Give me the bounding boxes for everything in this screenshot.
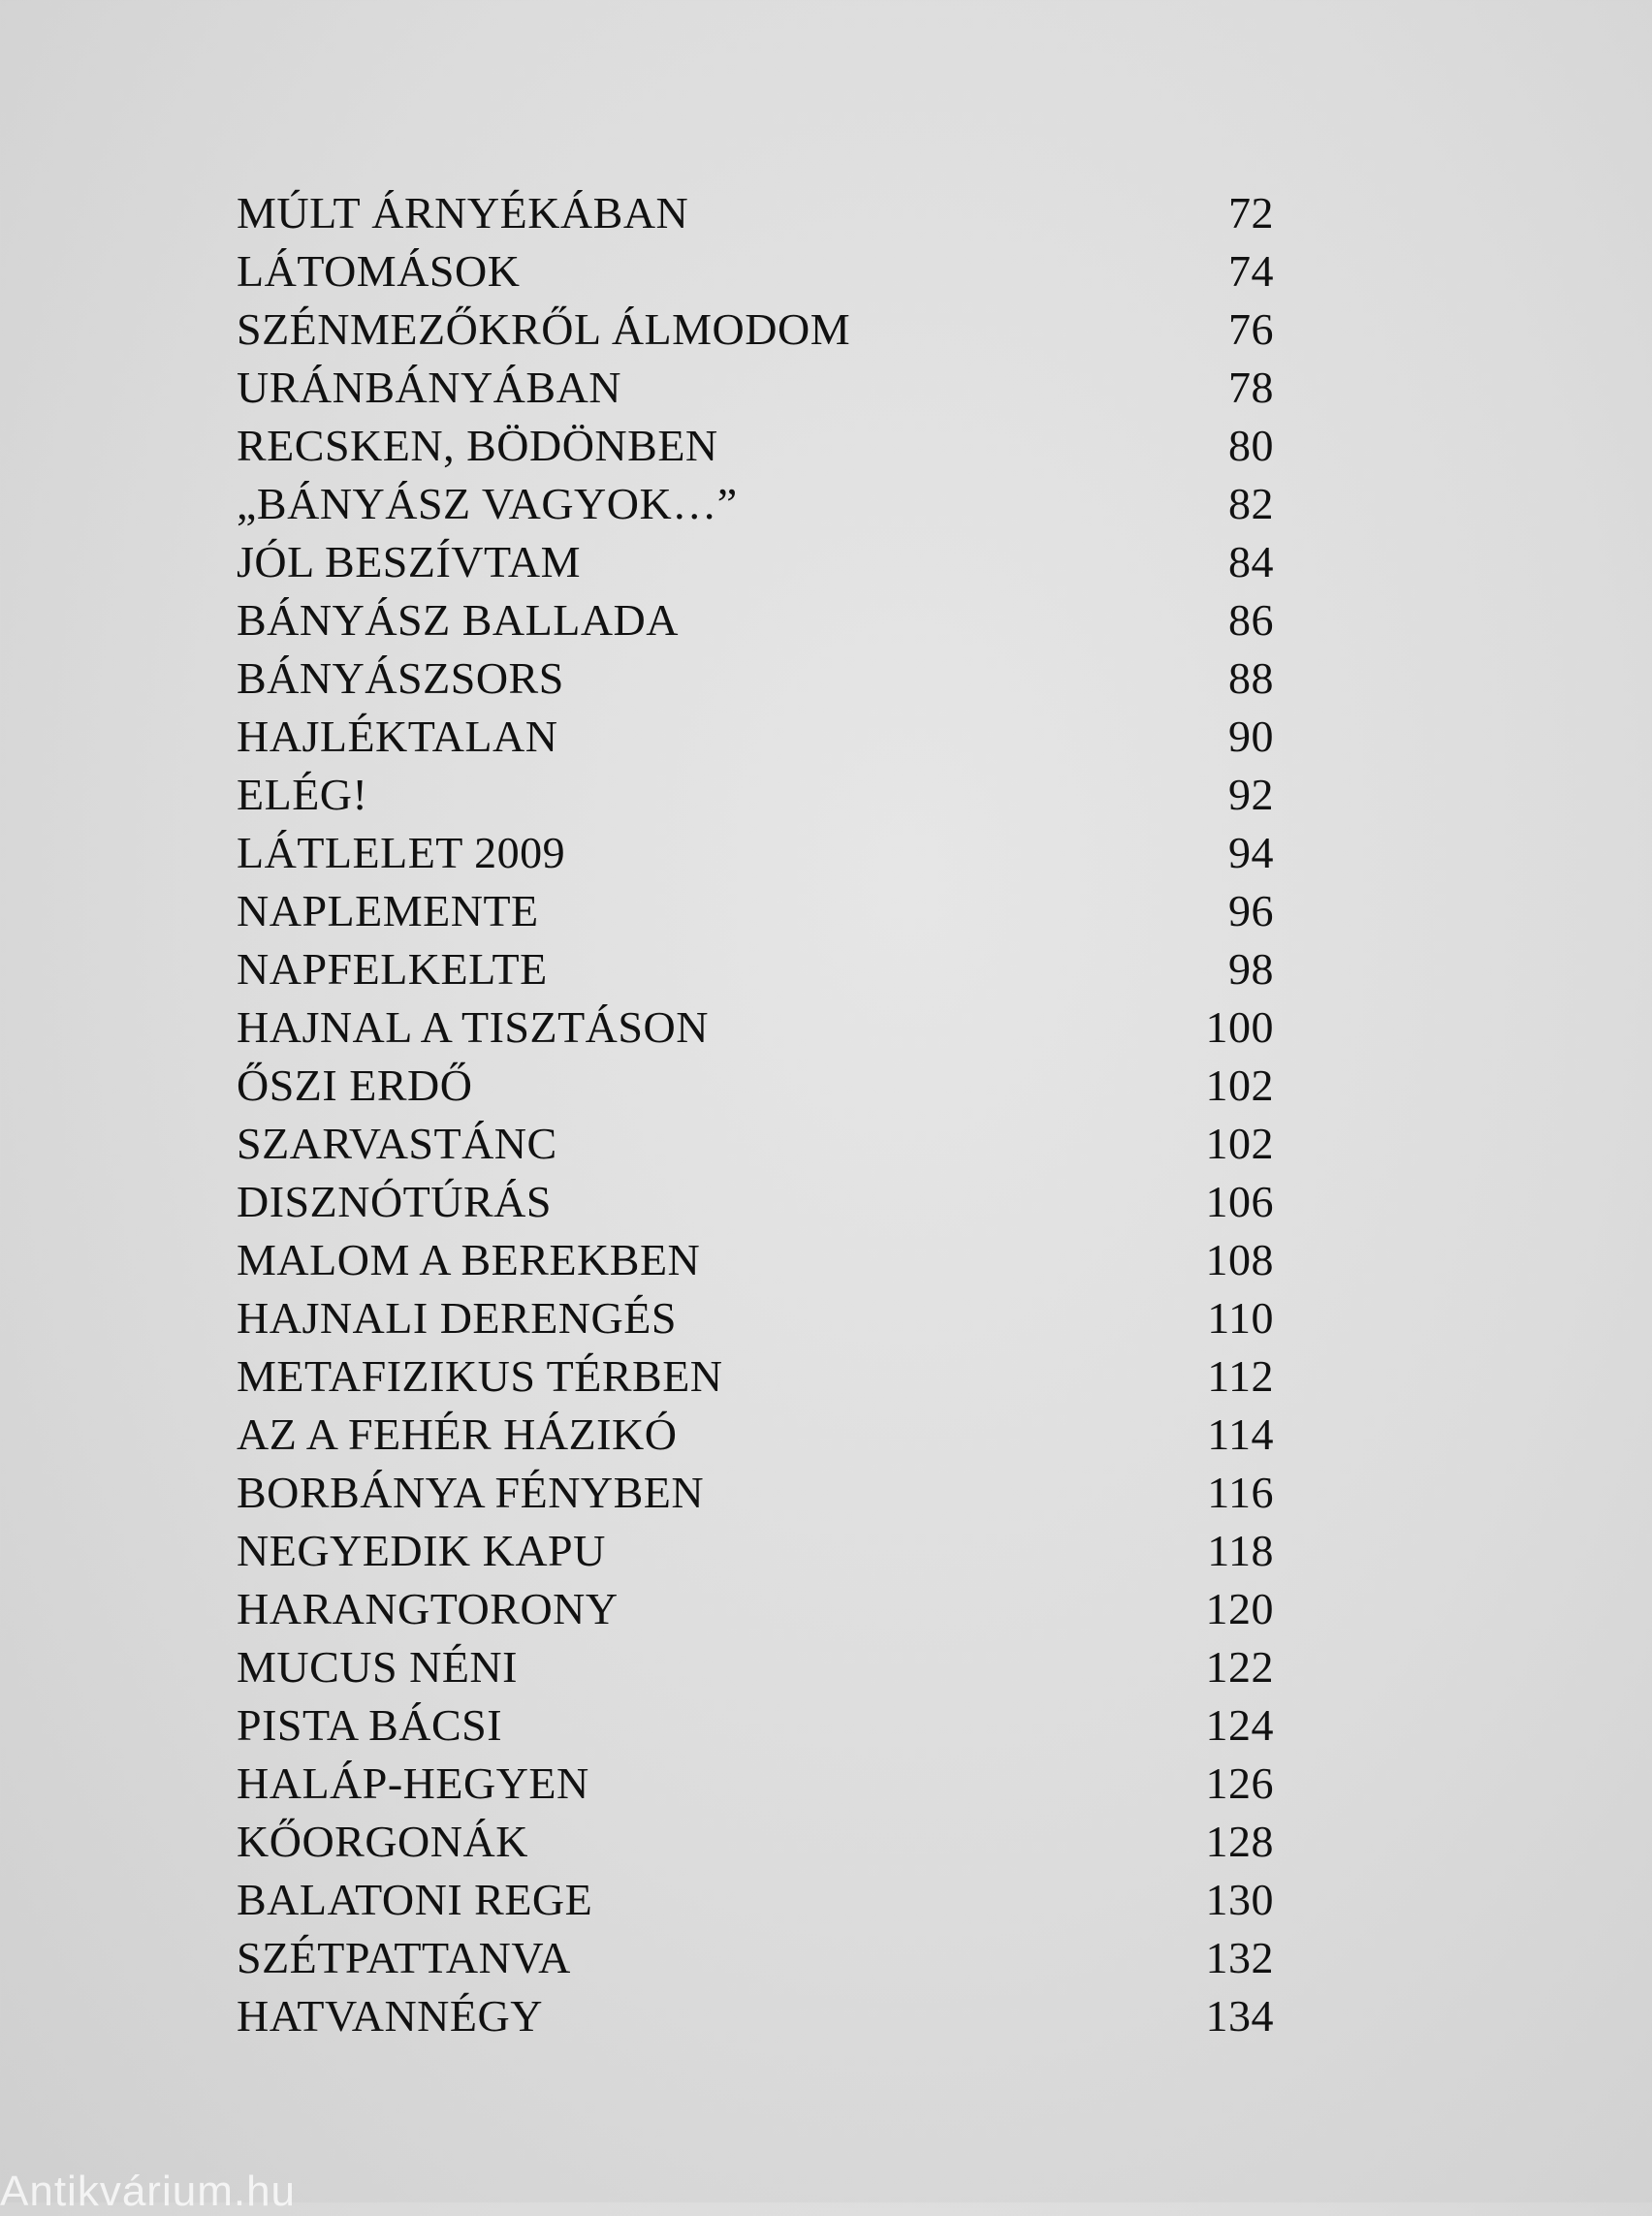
toc-entry-page-number: 118 xyxy=(1207,1526,1274,1575)
toc-entry-title: HATVANNÉGY xyxy=(237,1991,543,2041)
toc-entry-page-number: 132 xyxy=(1205,1933,1274,1982)
toc-entry-title: MALOM A BEREKBEN xyxy=(237,1235,701,1284)
toc-entry-title: SZARVASTÁNC xyxy=(237,1119,557,1168)
toc-entry-page-number: 130 xyxy=(1205,1875,1274,1924)
toc-entry-page-number: 86 xyxy=(1228,595,1274,645)
toc-entry-page-number: 102 xyxy=(1205,1119,1274,1168)
toc-entry xyxy=(237,417,1274,475)
toc-entry xyxy=(237,1580,1274,1638)
toc-entry-title: BALATONI REGE xyxy=(237,1875,593,1924)
toc-entry xyxy=(237,882,1274,940)
toc-entry xyxy=(237,475,1274,533)
toc-entry-page-number: 122 xyxy=(1205,1642,1274,1692)
toc-entry-page-number: 96 xyxy=(1228,886,1274,935)
toc-entry-title: AZ A FEHÉR HÁZIKÓ xyxy=(237,1409,678,1459)
toc-entry-page-number: 116 xyxy=(1207,1468,1274,1517)
toc-entry-page-number: 108 xyxy=(1205,1235,1274,1284)
toc-entry xyxy=(237,184,1274,242)
toc-entry-page-number: 94 xyxy=(1228,828,1274,877)
toc-entry-page-number: 112 xyxy=(1207,1351,1274,1401)
toc-entry-title: „BÁNYÁSZ VAGYOK…” xyxy=(237,479,738,528)
toc-entry-page-number: 102 xyxy=(1205,1061,1274,1110)
toc-entry-title: MÚLT ÁRNYÉKÁBAN xyxy=(237,188,689,237)
toc-entry-title: SZÉTPATTANVA xyxy=(237,1933,571,1982)
toc-entry-title: PISTA BÁCSI xyxy=(237,1700,503,1750)
toc-entry xyxy=(237,1871,1274,1929)
toc-entry xyxy=(237,533,1274,591)
toc-entry-title: METAFIZIKUS TÉRBEN xyxy=(237,1351,723,1401)
table-of-contents xyxy=(237,184,1274,2045)
toc-entry-page-number: 124 xyxy=(1205,1700,1274,1750)
toc-entry-page-number: 98 xyxy=(1228,944,1274,994)
toc-entry-title: BÁNYÁSZSORS xyxy=(237,653,564,703)
toc-entry xyxy=(237,1289,1274,1347)
toc-entry xyxy=(237,940,1274,998)
toc-entry-title: HAJNALI DERENGÉS xyxy=(237,1293,677,1343)
toc-entry-page-number: 76 xyxy=(1228,304,1274,354)
toc-entry-page-number: 106 xyxy=(1205,1177,1274,1226)
toc-entry xyxy=(237,1347,1274,1406)
toc-entry-title: MUCUS NÉNI xyxy=(237,1642,518,1692)
toc-entry xyxy=(237,708,1274,766)
toc-entry-title: DISZNÓTÚRÁS xyxy=(237,1177,552,1226)
toc-entry-title: ELÉG! xyxy=(237,770,368,819)
toc-entry xyxy=(237,1755,1274,1813)
toc-entry-title: ŐSZI ERDŐ xyxy=(237,1061,473,1110)
toc-entry xyxy=(237,1231,1274,1289)
toc-entry-title: BORBÁNYA FÉNYBEN xyxy=(237,1468,705,1517)
toc-entry xyxy=(237,766,1274,824)
toc-entry-page-number: 90 xyxy=(1228,712,1274,761)
toc-entry xyxy=(237,359,1274,417)
toc-entry-title: SZÉNMEZŐKRŐL ÁLMODOM xyxy=(237,304,851,354)
toc-entry-title: HALÁP-HEGYEN xyxy=(237,1758,589,1808)
toc-entry xyxy=(237,1638,1274,1696)
toc-entry-title: RECSKEN, BÖDÖNBEN xyxy=(237,421,718,470)
toc-entry-page-number: 110 xyxy=(1207,1293,1274,1343)
toc-entry xyxy=(237,1929,1274,1987)
toc-entry xyxy=(237,242,1274,301)
toc-entry-page-number: 100 xyxy=(1205,1002,1274,1052)
toc-entry-title: URÁNBÁNYÁBAN xyxy=(237,363,622,412)
toc-entry-title: KŐORGONÁK xyxy=(237,1817,528,1866)
toc-entry xyxy=(237,1522,1274,1580)
toc-entry xyxy=(237,1813,1274,1871)
toc-entry xyxy=(237,998,1274,1057)
toc-entry-page-number: 74 xyxy=(1228,246,1274,296)
toc-entry-title: NEGYEDIK KAPU xyxy=(237,1526,606,1575)
toc-entry-page-number: 126 xyxy=(1205,1758,1274,1808)
toc-entry-page-number: 80 xyxy=(1228,421,1274,470)
toc-entry-page-number: 92 xyxy=(1228,770,1274,819)
toc-entry-title: BÁNYÁSZ BALLADA xyxy=(237,595,679,645)
watermark: Antikvárium.hu xyxy=(0,2168,297,2215)
toc-entry-title: LÁTOMÁSOK xyxy=(237,246,521,296)
toc-entry-title: NAPLEMENTE xyxy=(237,886,539,935)
toc-entry xyxy=(237,1406,1274,1464)
toc-entry-title: JÓL BESZÍVTAM xyxy=(237,537,582,586)
toc-entry xyxy=(237,1173,1274,1231)
toc-entry-page-number: 88 xyxy=(1228,653,1274,703)
toc-entry xyxy=(237,1696,1274,1755)
toc-entry-title: LÁTLELET 2009 xyxy=(237,828,566,877)
toc-entry xyxy=(237,1464,1274,1522)
toc-entry xyxy=(237,649,1274,708)
toc-entry-page-number: 84 xyxy=(1228,537,1274,586)
toc-entry-title: HAJLÉKTALAN xyxy=(237,712,558,761)
toc-entry-page-number: 82 xyxy=(1228,479,1274,528)
toc-entry-title: NAPFELKELTE xyxy=(237,944,548,994)
toc-entry xyxy=(237,301,1274,359)
toc-entry-page-number: 114 xyxy=(1207,1409,1274,1459)
toc-entry xyxy=(237,1057,1274,1115)
toc-entry xyxy=(237,824,1274,882)
toc-entry-page-number: 120 xyxy=(1205,1584,1274,1633)
toc-entry-page-number: 128 xyxy=(1205,1817,1274,1866)
toc-entry xyxy=(237,1115,1274,1173)
toc-entry-page-number: 78 xyxy=(1228,363,1274,412)
toc-entry-title: HAJNAL A TISZTÁSON xyxy=(237,1002,709,1052)
toc-entry-page-number: 134 xyxy=(1205,1991,1274,2041)
toc-entry xyxy=(237,1987,1274,2045)
toc-entry xyxy=(237,591,1274,649)
toc-entry-page-number: 72 xyxy=(1228,188,1274,237)
toc-entry-title: HARANGTORONY xyxy=(237,1584,619,1633)
